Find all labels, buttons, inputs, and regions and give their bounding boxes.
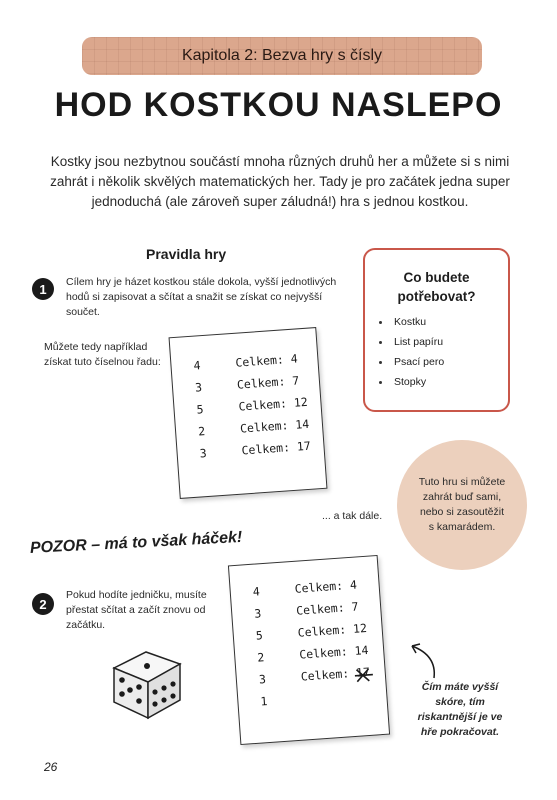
example-paper-2 — [228, 555, 390, 745]
supplies-box — [363, 248, 510, 412]
list-item — [379, 312, 444, 332]
page-title: HOD KOSTKOU NASLEPO — [54, 86, 503, 124]
page-number: 26 — [44, 760, 58, 774]
supplies-item-label: Kostku — [394, 316, 427, 328]
chapter-banner — [82, 37, 482, 75]
paper-2-total: Celkem: 14 — [298, 642, 369, 662]
paper-1-row — [199, 438, 319, 461]
paper-1-roll: 4 — [193, 358, 201, 373]
paper-1-row — [193, 350, 313, 373]
paper-2-total: Celkem: 12 — [297, 620, 368, 640]
paper-2-total: Celkem: 7 — [295, 599, 359, 618]
paper-2-total: Celkem: 17 — [300, 664, 371, 684]
paper-2-roll: 3 — [258, 672, 267, 687]
paper-1-row — [197, 416, 318, 439]
bullet-icon — [379, 361, 382, 364]
paper-1-total: Celkem: 14 — [239, 416, 310, 436]
die-icon — [106, 646, 188, 722]
paper-1-row — [196, 394, 316, 417]
list-item — [379, 332, 444, 352]
players-note-text: Tuto hru si můžete zahrát buď sami, nebo si zasoutěžit s kamarádem. — [418, 476, 506, 533]
paper-1-rows — [193, 350, 321, 478]
warning-heading: POZOR – má to však háček! — [29, 528, 243, 557]
paper-1-roll: 2 — [197, 424, 206, 439]
supplies-item-label: Psací pero — [394, 356, 445, 368]
step-2-number: 2 — [32, 593, 54, 615]
step-1-number: 1 — [32, 278, 54, 300]
intro-paragraph: Kostky jsou nezbytnou součástí mnoha různých druhů her a můžete si s nimi zahrát i několik skvělých matematických her. Tady je pro začátek jedna super jednoduchá (ale zároveň super záludná!) hra s jednou kostkou. — [50, 154, 510, 209]
paper-2-roll: 1 — [259, 694, 268, 709]
step-1-text: Cílem hry je házet kostkou stále dokola, vyšší jednotlivých hodů si zapisovat a sčítat a snažit se získat co nejvyšší součet. — [66, 276, 337, 318]
bullet-icon — [379, 381, 382, 384]
paper-1-roll: 3 — [199, 446, 208, 461]
chapter-banner-text: Kapitola 2: Bezva hry s čísly — [181, 47, 383, 64]
players-circle-note — [397, 440, 527, 570]
supplies-title: Co budete potřebovat? — [397, 270, 476, 304]
paper-2-total: Celkem: 4 — [294, 577, 358, 596]
list-item — [379, 352, 444, 372]
example-paper-1 — [169, 327, 328, 499]
paper-2-roll: 2 — [256, 650, 265, 665]
paper-2-row — [252, 576, 372, 599]
paper-1-roll: 5 — [196, 402, 205, 417]
paper-1-total: Celkem: 17 — [241, 438, 312, 458]
bullet-icon — [379, 321, 382, 324]
paper-1-total: Celkem: 4 — [234, 351, 299, 370]
paper-1-row — [194, 372, 315, 395]
paper-2-roll: 5 — [255, 628, 264, 643]
list-item — [379, 372, 444, 392]
paper-2-row — [255, 620, 375, 643]
paper-2-roll: 3 — [253, 606, 262, 621]
paper-1-roll: 3 — [194, 380, 203, 395]
paper-2-row — [253, 598, 374, 621]
crossout-scribble-icon — [298, 664, 379, 690]
paper-2-row — [256, 642, 377, 665]
bullet-icon — [379, 341, 382, 344]
example-label: Můžete tedy například získat tuto číselnou řadu: — [44, 341, 161, 368]
and-so-on-text: ... a tak dále. — [322, 510, 383, 522]
rules-heading: Pravidla hry — [146, 246, 227, 262]
paper-2-roll: 4 — [252, 584, 261, 599]
supplies-item-label: Stopky — [394, 376, 427, 388]
paper-1-total: Celkem: 7 — [236, 373, 300, 392]
risk-note: Čím máte vyšší skóre, tím riskantnější je ve hře pokračovat. — [417, 681, 503, 738]
paper-2-rows — [252, 576, 381, 724]
step-2-text: Pokud hodíte jedničku, musíte přestat sčítat a začít znovu od začátku. — [66, 589, 207, 631]
supplies-item-label: List papíru — [394, 336, 444, 348]
paper-1-total: Celkem: 12 — [238, 394, 309, 414]
arrow-icon — [404, 640, 444, 682]
supplies-list — [379, 312, 444, 392]
